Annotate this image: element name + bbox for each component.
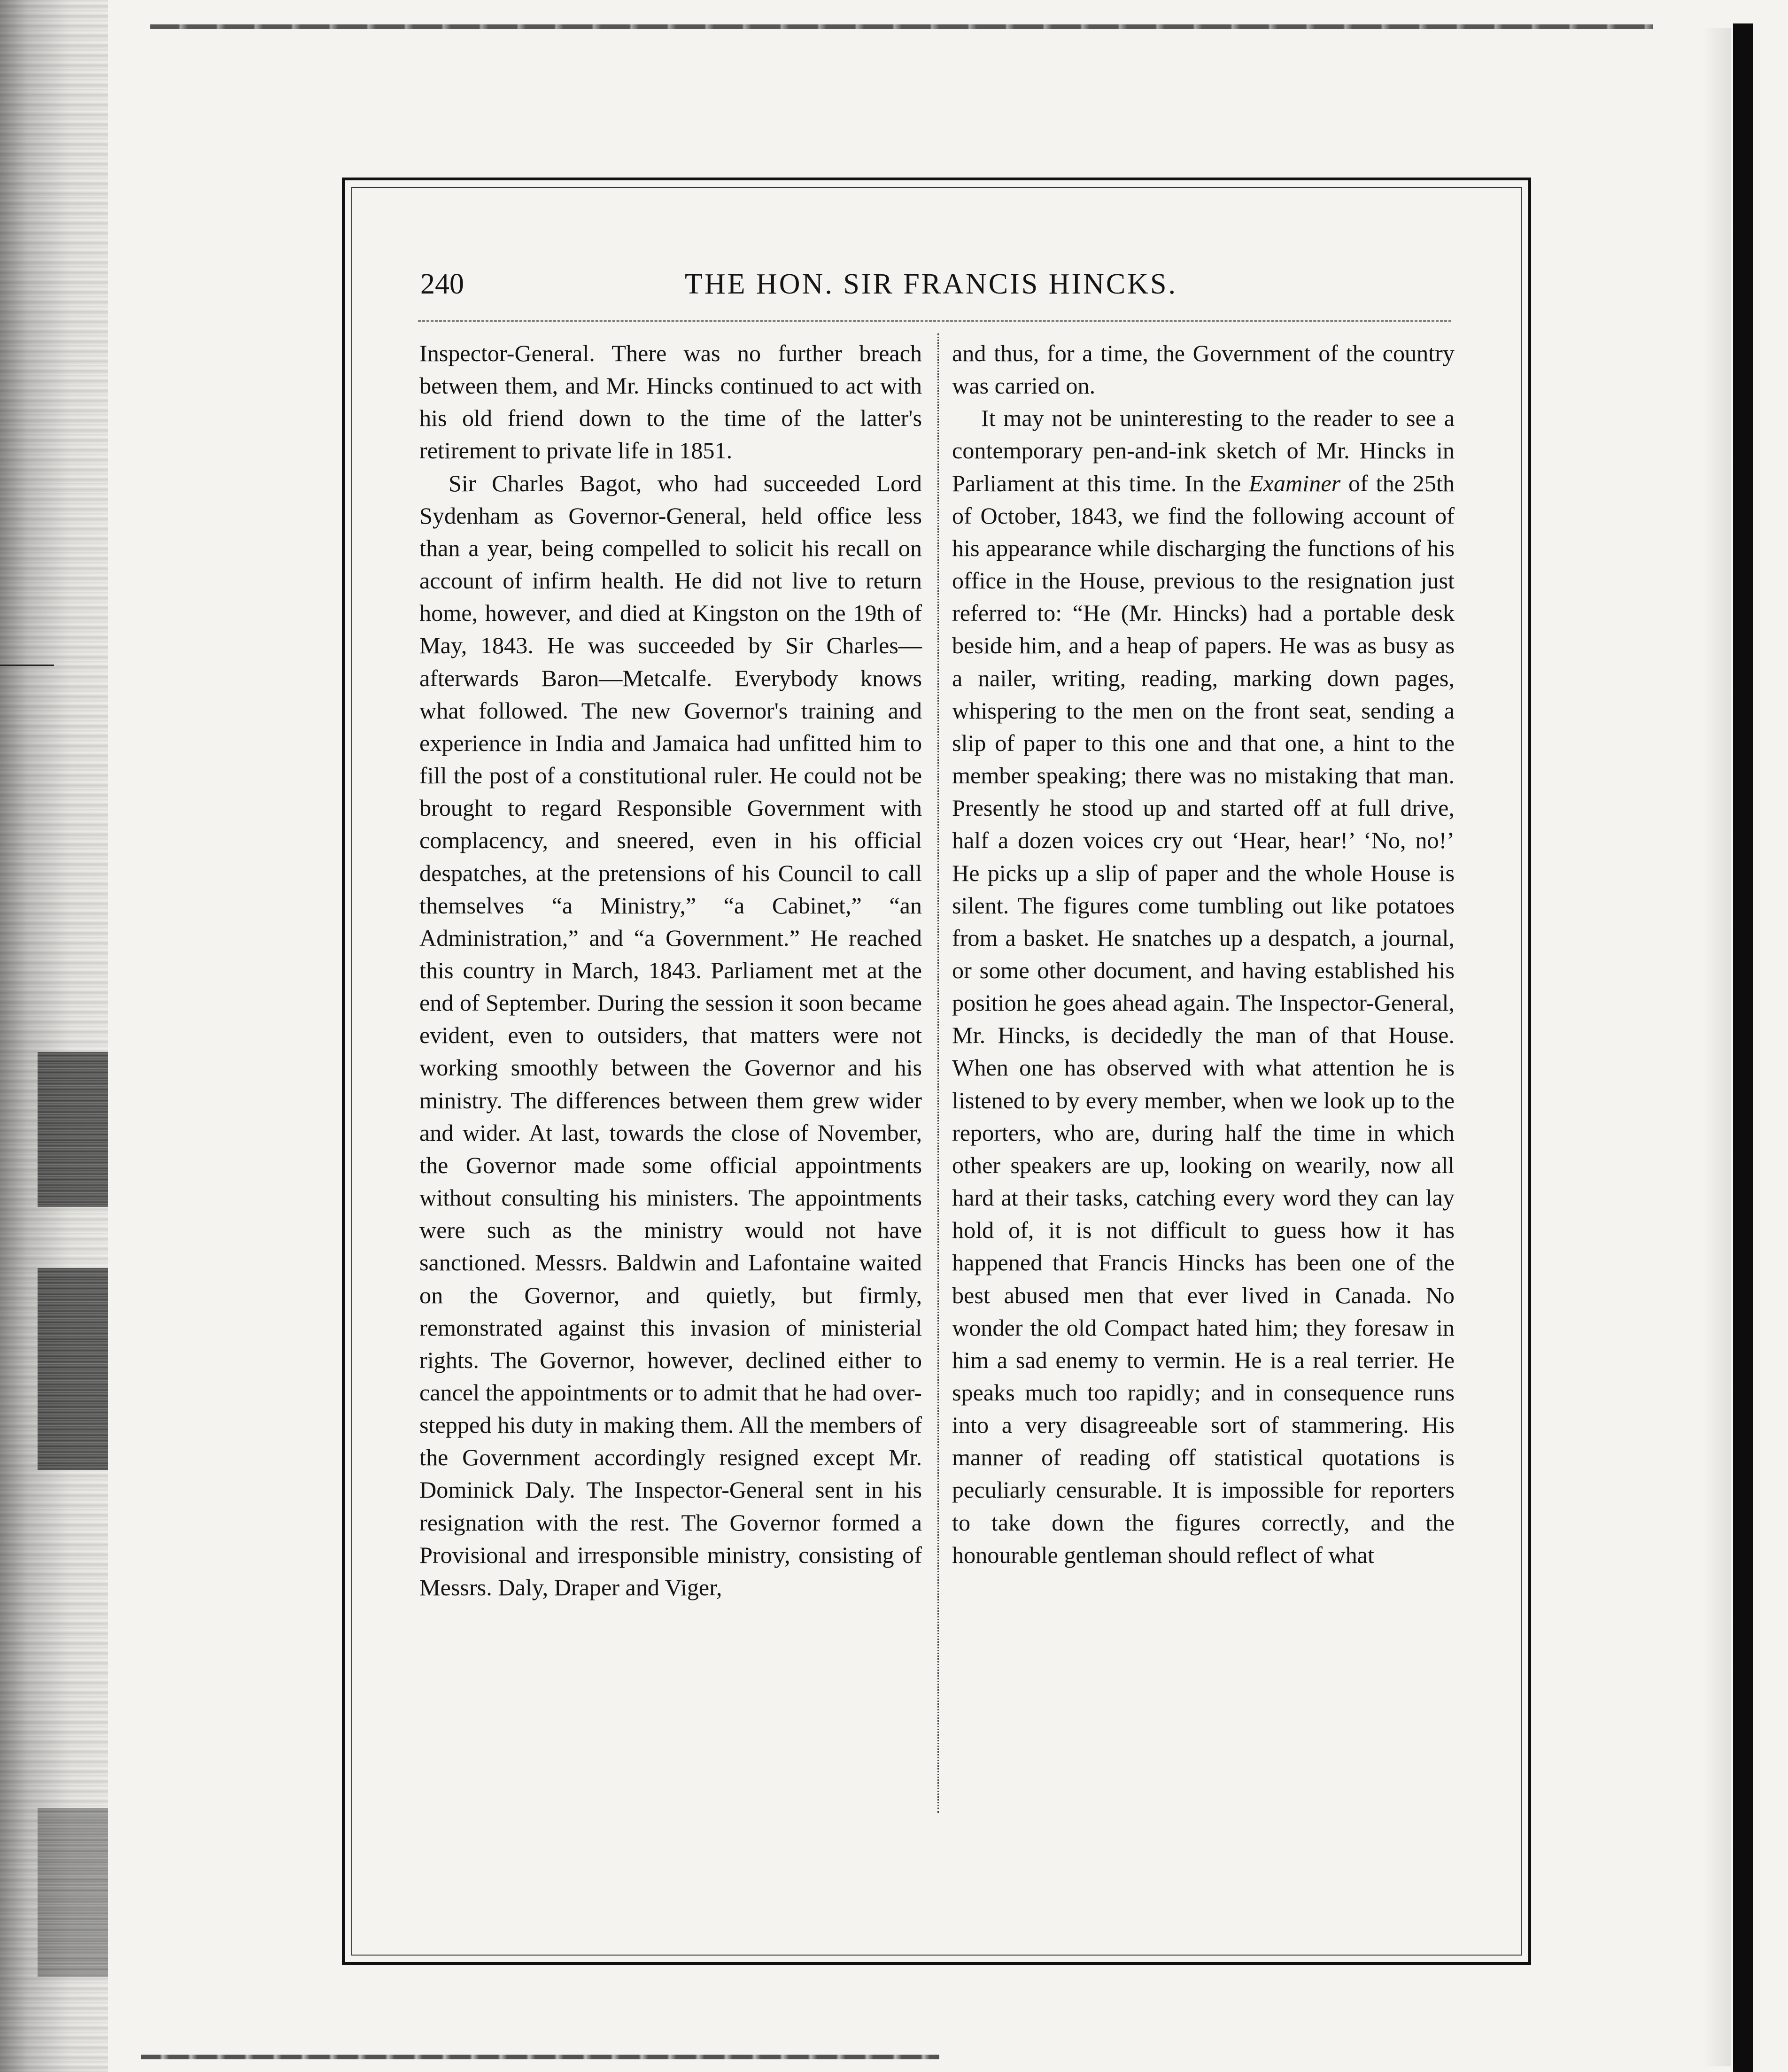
column-divider xyxy=(937,333,939,1813)
scan-left-dark-band xyxy=(38,1808,108,1977)
page-number: 240 xyxy=(420,268,464,300)
scan-right-shadow xyxy=(1703,28,1731,2066)
newspaper-title: Examiner xyxy=(1249,470,1341,496)
scan-left-edge-shadow xyxy=(0,0,108,2072)
right-column xyxy=(952,337,1455,1571)
margin-tick-mark xyxy=(0,665,54,666)
paragraph: Sir Charles Bagot, who had succeeded Lord Sydenham as Governor-General, held office less than a year, being compelled to solicit his recall on account of infirm health. He did not live to return home, however, and died at Kingston on the 19th of May, 1843. He was succeeded by Sir Charles—afterwards Baron—Metcalfe. Everybody knows what followed. The new Governor's training and experience in India and Jamaica had unfitted him to fill the post of a constitutional ruler. He could not be brought to regard Responsible Government with complacency, and sneered, even in his official despatches, at the pretensions of his Council to call themselves “a Ministry,” “a Cabinet,” “an Administration,” and “a Government.” He reached this country in March, 1843. Parliament met at the end of September. During the session it soon became evident, even to outsiders, that matters were not working smoothly between the Governor and his ministry. The differences between them grew wider and wider. At last, towards the close of November, the Governor made some official appointments without consulting his ministers. The appointments were such as the ministry would not have sanctioned. Messrs. Baldwin and Lafontaine waited on the Governor, and quietly, but firmly, remonstrated against this invasion of ministerial rights. The Governor, however, declined either to cancel the appointments or to admit that he had over-stepped his duty in making them. All the members of the Government accordingly resigned except Mr. Dominick Daly. The Inspector-General sent in his resignation with the rest. The Governor formed a Provisional and irresponsible ministry, consisting of Messrs. Daly, Draper and Viger, xyxy=(419,470,922,1600)
head-rule xyxy=(418,320,1451,322)
scan-right-edge-bar xyxy=(1733,23,1753,2072)
running-title: THE HON. SIR FRANCIS HINCKS. xyxy=(685,268,1177,300)
paragraph xyxy=(952,402,1455,1571)
paragraph: and thus, for a time, the Government of the country was carried on. xyxy=(952,340,1455,399)
left-column xyxy=(419,337,922,1604)
scan-bottom-edge xyxy=(141,2055,939,2059)
paragraph: Inspector-General. There was no further breach between them, and Mr. Hincks continued to act with his old friend down to the time of the latter's retirement to private life in 1851. xyxy=(419,340,922,464)
scan-left-dark-band xyxy=(38,1268,108,1470)
scan-top-edge xyxy=(150,24,1653,29)
scan-left-dark-band xyxy=(38,1052,108,1207)
running-head xyxy=(420,263,1442,305)
paragraph-text: of the 25th of October, 1843, we find the following account of his appearance while discharging the functions of his office in the House, previous to the resignation just referred to: “He (Mr. Hincks) had a portable desk beside him, and a heap of papers. He was as busy as a nailer, writing, reading, marking down pages, whispering to the men on the front seat, sending a slip of paper to this one and that one, a hint to the member speaking; there was no mistaking that man. Presently he stood up and started off at full drive, half a dozen voices cry out ‘Hear, hear!’ ‘No, no!’ He picks up a slip of paper and the whole House is silent. The figures come tumbling out like potatoes from a basket. He snatches up a despatch, a journal, or some other document, and having established his position he goes ahead again. The Inspector-General, Mr. Hincks, is decidedly the man of that House. When one has observed with what attention he is listened to by every member, when we look up to the reporters, who are, during half the time in which other speakers are up, looking on wearily, now all hard at their tasks, catching every word they can lay hold of, it is not difficult to guess how it has happened that Francis Hincks has been one of the best abused men that ever lived in Canada. No wonder the old Compact hated him; they foresaw in him a sad enemy to vermin. He is a real terrier. He speaks much too rapidly; and in consequence runs into a very disagreeable sort of stammering. His manner of reading off statistical quotations is peculiarly censurable. It is impossible for reporters to take down the figures correctly, and the honourable gentleman should reflect of what xyxy=(952,470,1455,1568)
paragraph-text: It may not be uninteresting to the reader to see a contemporary pen-and-ink sketch of Mr. Hincks in Parliament at this time. In the xyxy=(952,405,1455,496)
